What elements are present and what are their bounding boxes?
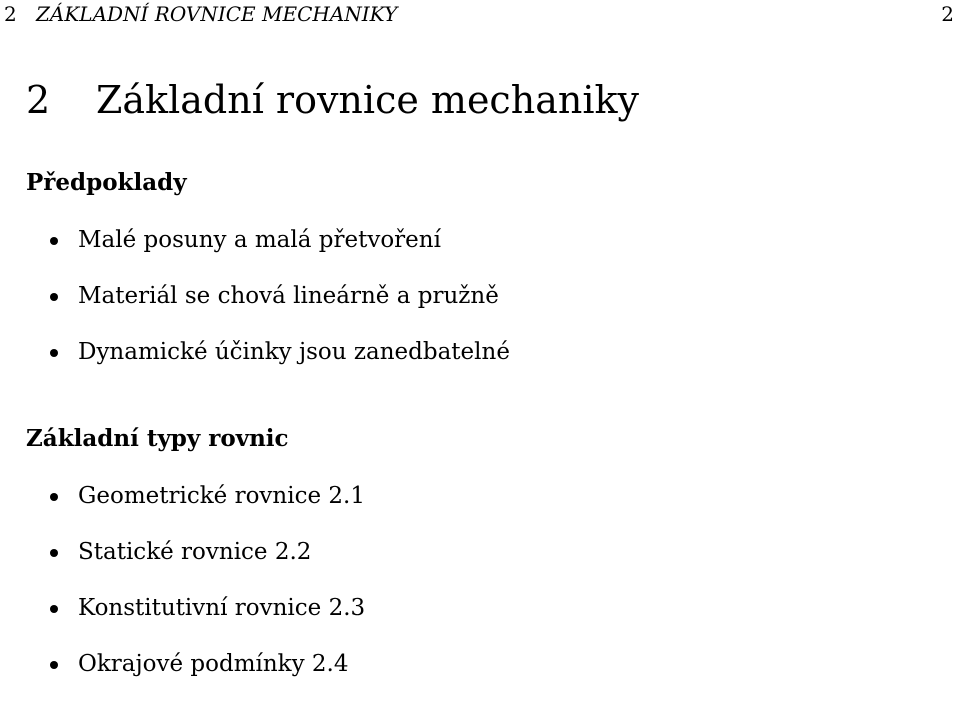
running-head	[4, 2, 954, 28]
list-item-text: Dynamické účinky jsou zanedbatelné	[78, 339, 510, 365]
bullet-icon	[50, 293, 58, 301]
list-item-text: Okrajové podmínky 2.4	[78, 651, 349, 677]
equation-types-list	[48, 480, 365, 704]
list-item	[48, 336, 510, 392]
list-item-text: Geometrické rovnice 2.1	[78, 483, 365, 509]
section-number: 2	[26, 78, 51, 122]
list-item	[48, 536, 365, 592]
list-item	[48, 480, 365, 536]
bullet-icon	[50, 549, 58, 557]
bullet-icon	[50, 661, 58, 669]
list-item	[48, 280, 510, 336]
list-item-text: Statické rovnice 2.2	[78, 539, 312, 565]
section-title: Základní rovnice mechaniky	[96, 78, 639, 122]
assumptions-heading: Předpoklady	[26, 169, 187, 196]
bullet-icon	[50, 349, 58, 357]
list-item-text: Konstitutivní rovnice 2.3	[78, 595, 366, 621]
running-head-title: ZÁKLADNÍ ROVNICE MECHANIKY	[36, 2, 398, 26]
list-item-text: Malé posuny a malá přetvoření	[78, 227, 441, 253]
bullet-icon	[50, 493, 58, 501]
list-item	[48, 592, 365, 648]
list-item	[48, 648, 365, 704]
list-item	[48, 224, 510, 280]
page-number-right: 2	[941, 2, 954, 26]
bullet-icon	[50, 605, 58, 613]
bullet-icon	[50, 237, 58, 245]
assumptions-list	[48, 224, 510, 392]
list-item-text: Materiál se chová lineárně a pružně	[78, 283, 499, 309]
equation-types-heading: Základní typy rovnic	[26, 425, 289, 452]
section-heading	[26, 78, 639, 122]
page-number-left: 2	[4, 2, 17, 26]
